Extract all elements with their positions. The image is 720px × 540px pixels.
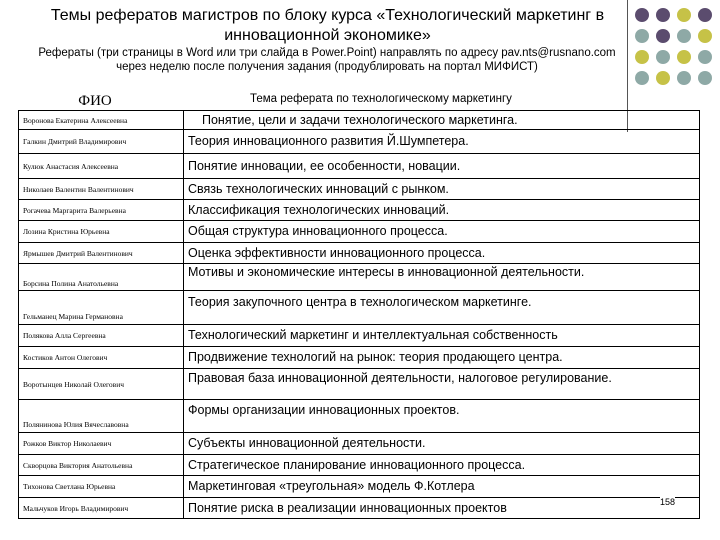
decorative-dot bbox=[698, 71, 712, 85]
page-subtitle: Рефераты (три страницы в Word или три слайда в Power.Point) направлять по адресу pav.nts@rusnano.com через неделю после получения задания (продублировать на портал МИФИСТ) bbox=[38, 47, 616, 73]
decorative-dot bbox=[656, 29, 670, 43]
table-row bbox=[19, 200, 700, 221]
decorative-dot bbox=[635, 71, 649, 85]
decorative-dot bbox=[677, 29, 691, 43]
report-topic: Теория закупочного центра в технологическом маркетинге. bbox=[184, 291, 700, 325]
decorative-dot bbox=[656, 50, 670, 64]
decorative-dot bbox=[656, 71, 670, 85]
decorative-dot bbox=[635, 29, 649, 43]
student-name: Полякова Алла Сергеевна bbox=[19, 325, 184, 347]
report-topic: Формы организации инновационных проектов. bbox=[184, 400, 700, 433]
table-row bbox=[19, 476, 700, 498]
table-row bbox=[19, 264, 700, 291]
report-topic: Маркетинговая «треугольная» модель Ф.Котлера bbox=[184, 476, 700, 498]
decorative-dot bbox=[677, 8, 691, 22]
report-topic: Понятие риска в реализации инновационных проектов bbox=[184, 498, 700, 519]
report-topic: Оценка эффективности инновационного процесса. bbox=[184, 243, 700, 264]
decorative-dot bbox=[698, 29, 712, 43]
report-topic: Понятие, цели и задачи технологического маркетинга. bbox=[184, 111, 700, 130]
student-name: Рогачева Маргарита Валерьевна bbox=[19, 200, 184, 221]
decorative-dot bbox=[656, 8, 670, 22]
table-row bbox=[19, 325, 700, 347]
column-header-name: ФИО bbox=[78, 93, 112, 109]
student-name: Николаев Валентин Валентинович bbox=[19, 179, 184, 200]
report-topic: Правовая база инновационной деятельности, налоговое регулирование. bbox=[184, 369, 700, 400]
table-row bbox=[19, 433, 700, 455]
table-row bbox=[19, 111, 700, 130]
report-topic: Субъекты инновационной деятельности. bbox=[184, 433, 700, 455]
student-name: Скворцова Виктория Анатольевна bbox=[19, 455, 184, 476]
decorative-dot bbox=[677, 71, 691, 85]
student-name: Костиков Антон Олегович bbox=[19, 347, 184, 369]
student-name: Тихонова Светлана Юрьевна bbox=[19, 476, 184, 498]
table-row bbox=[19, 498, 700, 519]
report-topic: Понятие инновации, ее особенности, новации. bbox=[184, 154, 700, 179]
decorative-dot bbox=[698, 50, 712, 64]
table-row bbox=[19, 369, 700, 400]
student-name: Воронова Екатерина Алексеевна bbox=[19, 111, 184, 130]
table-row bbox=[19, 243, 700, 264]
student-name: Полянинова Юлия Вячеславовна bbox=[19, 400, 184, 433]
assignments-table bbox=[18, 110, 700, 519]
student-name: Лозина Кристина Юрьевна bbox=[19, 221, 184, 243]
table-row bbox=[19, 291, 700, 325]
report-topic: Мотивы и экономические интересы в инновационной деятельности. bbox=[184, 264, 700, 291]
student-name: Кулюк Анастасия Алексеевна bbox=[19, 154, 184, 179]
student-name: Галкин Дмитрий Владимирович bbox=[19, 130, 184, 154]
table-row bbox=[19, 221, 700, 243]
student-name: Воротынцев Николай Олегович bbox=[19, 369, 184, 400]
decorative-dot bbox=[698, 8, 712, 22]
report-topic: Общая структура инновационного процесса. bbox=[184, 221, 700, 243]
report-topic: Технологический маркетинг и интеллектуальная собственность bbox=[184, 325, 700, 347]
student-name: Мальчуков Игорь Владимирович bbox=[19, 498, 184, 519]
page-number: 158 bbox=[660, 497, 676, 507]
student-name: Ярмышев Дмитрий Валентинович bbox=[19, 243, 184, 264]
page-title: Темы рефератов магистров по блоку курса «Технологический маркетинг в инновационной экономике» bbox=[50, 7, 605, 44]
table-row bbox=[19, 130, 700, 154]
decorative-dot bbox=[677, 50, 691, 64]
decorative-dot bbox=[635, 50, 649, 64]
table-row bbox=[19, 179, 700, 200]
report-topic: Классификация технологических инноваций. bbox=[184, 200, 700, 221]
report-topic: Продвижение технологий на рынок: теория продающего центра. bbox=[184, 347, 700, 369]
student-name: Рожков Виктор Николаевич bbox=[19, 433, 184, 455]
report-topic: Стратегическое планирование инновационного процесса. bbox=[184, 455, 700, 476]
table-row bbox=[19, 154, 700, 179]
table-row bbox=[19, 400, 700, 433]
student-name: Борсина Полина Анатольевна bbox=[19, 264, 184, 291]
student-name: Гельманец Марина Германовна bbox=[19, 291, 184, 325]
table-row bbox=[19, 455, 700, 476]
report-topic: Теория инновационного развития Й.Шумпетера. bbox=[184, 130, 700, 154]
column-header-topic: Тема реферата по технологическому маркетингу bbox=[250, 93, 512, 105]
report-topic: Связь технологических инноваций с рынком. bbox=[184, 179, 700, 200]
decorative-dot bbox=[635, 8, 649, 22]
table-row bbox=[19, 347, 700, 369]
